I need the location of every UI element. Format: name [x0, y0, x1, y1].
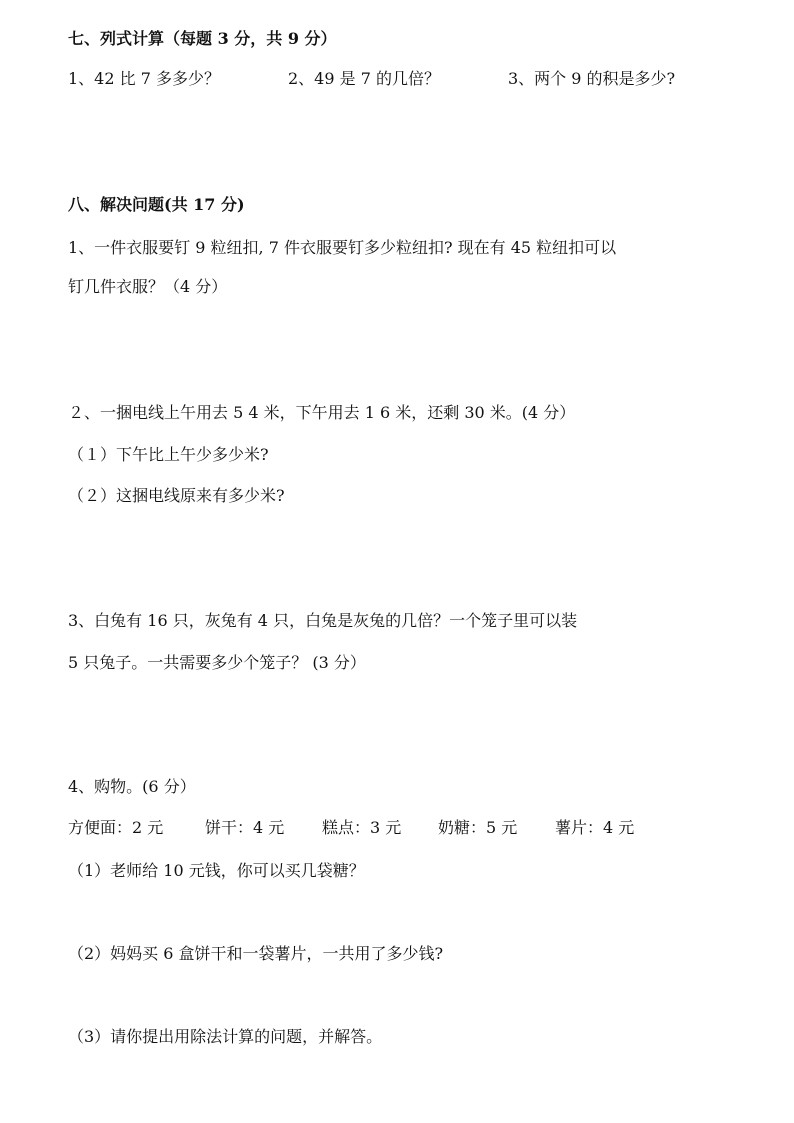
- problem4-line1: 4、购物。(6 分）: [68, 777, 196, 796]
- problem4-sub3: （3）请你提出用除法计算的问题，并解答。: [68, 1027, 383, 1046]
- problem2-sub2: （２）这捆电线原来有多少米?: [68, 486, 285, 505]
- problem1-line2: 钉几件衣服？（4 分）: [68, 277, 228, 296]
- problem2-sub1: （１）下午比上午少多少米?: [68, 445, 269, 464]
- problem1-line1: 1、一件衣服要钉 9 粒纽扣, 7 件衣服要钉多少粒纽扣? 现在有 45 粒纽扣可以: [68, 238, 617, 257]
- price-item-2: 饼干：4 元: [205, 818, 285, 837]
- section7-title: 七、列式计算（每题 3 分，共 9 分）: [68, 29, 337, 48]
- section7-item-1: 1、42 比 7 多多少？: [68, 69, 220, 88]
- problem4-sub1: （1）老师给 10 元钱，你可以买几袋糖？: [68, 861, 365, 880]
- price-item-1: 方便面：2 元: [68, 818, 164, 837]
- price-item-3: 糕点：3 元: [322, 818, 402, 837]
- section7-item-3: 3、两个 9 的积是多少?: [508, 69, 676, 88]
- price-item-5: 薯片：4 元: [555, 818, 635, 837]
- problem3-line2: 5 只兔子。一共需要多少个笼子？ (3 分）: [68, 653, 366, 672]
- section7-item-2: 2、49 是 7 的几倍？: [288, 69, 440, 88]
- problem2-line1: ２、一捆电线上午用去 5 4 米，下午用去 1 6 米，还剩 30 米。(4 分）: [68, 403, 576, 422]
- problem3-line1: 3、白兔有 16 只，灰兔有 4 只，白兔是灰兔的几倍？一个笼子里可以装: [68, 611, 578, 630]
- price-item-4: 奶糖：5 元: [438, 818, 518, 837]
- problem4-sub2: （2）妈妈买 6 盒饼干和一袋薯片，一共用了多少钱?: [68, 944, 444, 963]
- section8-title: 八、解决问题(共 17 分): [68, 195, 245, 214]
